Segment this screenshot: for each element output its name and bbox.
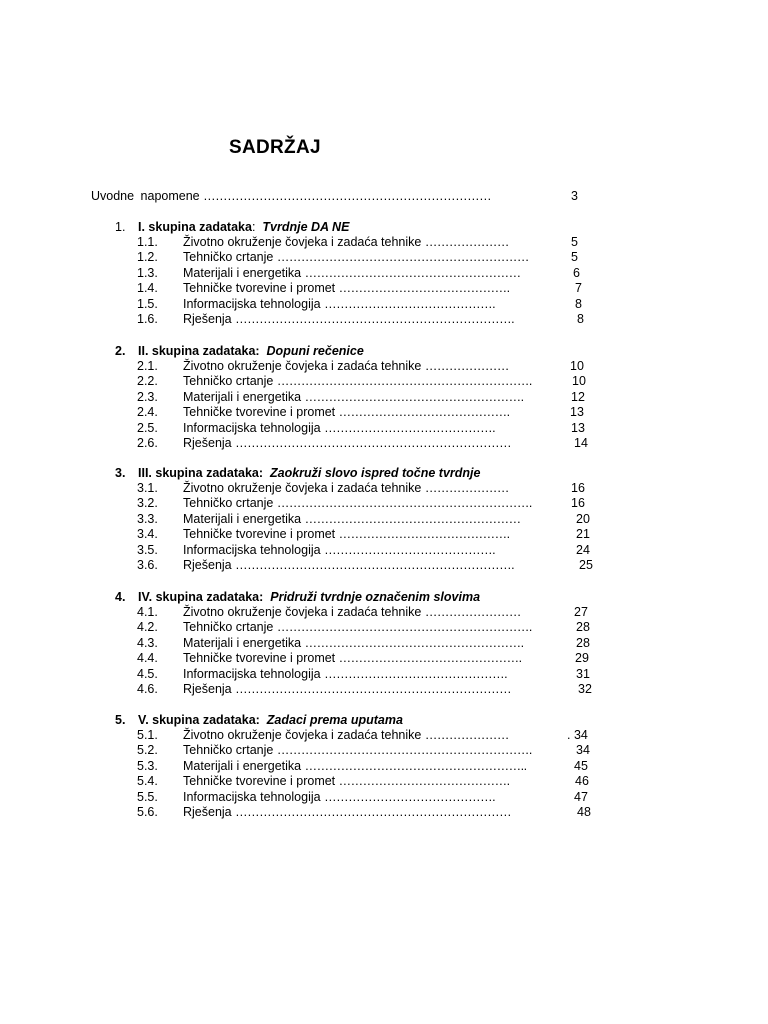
toc-entry-number: 4.6. (137, 682, 158, 696)
toc-leader-dots: …………………… (424, 605, 521, 619)
toc-leader-dots: ……………………………………………………… (276, 250, 529, 264)
section-heading (138, 465, 480, 481)
toc-entry-number: 3.2. (137, 496, 158, 510)
toc-leader-dots: ………………………………………………. (304, 636, 524, 650)
toc-entry (183, 804, 511, 820)
toc-entry-label: Životno okruženje čovjeka i zadaća tehnike (183, 728, 422, 742)
toc-entry-number: 5.2. (137, 743, 158, 757)
toc-leader-dots: ………………………………………………………. (276, 496, 532, 510)
toc-entry-number: 1.5. (137, 297, 158, 311)
section-number: 1. (115, 220, 126, 234)
toc-page-number: 28 (576, 636, 590, 650)
toc-entry-number: 5.3. (137, 759, 158, 773)
toc-entry (183, 495, 532, 511)
toc-entry (183, 389, 524, 405)
toc-entry-number: 3.5. (137, 543, 158, 557)
toc-leader-dots: ……………………………………. (338, 527, 510, 541)
toc-leader-dots: ………………………………………. (338, 651, 522, 665)
toc-leader-dots: ……………………………………………… (304, 266, 521, 280)
toc-entry-number: 5.1. (137, 728, 158, 742)
section-heading-italic: Tvrdnje DA NE (262, 220, 350, 234)
toc-page-number: 24 (576, 543, 590, 557)
toc-page-number: 29 (575, 651, 589, 665)
toc-page-number: 48 (577, 805, 591, 819)
toc-leader-dots: …………………………………………………………… (235, 682, 512, 696)
section-heading-bold: III. skupina zadataka: (138, 466, 264, 480)
toc-entry (183, 773, 510, 789)
toc-entry-label: Tehničko crtanje (183, 743, 274, 757)
toc-entry-number: 3.3. (137, 512, 158, 526)
section-heading (138, 343, 364, 359)
toc-entry (183, 635, 524, 651)
toc-page-number: 5 (571, 235, 578, 249)
toc-entry (183, 619, 532, 635)
toc-entry-label: Materijali i energetika (183, 512, 302, 526)
toc-entry-label: Životno okruženje čovjeka i zadaća tehnike (183, 481, 422, 495)
toc-entry (183, 358, 509, 374)
section-heading-italic: Zadaci prema uputama (266, 713, 403, 727)
toc-entry-label: Životno okruženje čovjeka i zadaća tehnike (183, 235, 422, 249)
toc-page-number: 16 (571, 496, 585, 510)
section-heading-bold: I. skupina zadataka (138, 220, 252, 234)
toc-entry-label: Tehničko crtanje (183, 496, 274, 510)
toc-entry-number: 3.6. (137, 558, 158, 572)
toc-entry-label: Informacijska tehnologija (183, 421, 321, 435)
toc-page-number: 8 (577, 312, 584, 326)
toc-leader-dots: ………………………………………………………. (276, 620, 532, 634)
page-title: SADRŽAJ (229, 137, 321, 158)
toc-leader-dots: ………………… (424, 728, 509, 742)
toc-page-number: 27 (574, 605, 588, 619)
toc-entry (183, 280, 510, 296)
toc-leader-dots: ……………………………………. (338, 774, 510, 788)
toc-entry-intro (91, 188, 491, 204)
toc-entry-label: Informacijska tehnologija (183, 667, 321, 681)
toc-page-number: 34 (576, 743, 590, 757)
toc-entry (183, 265, 521, 281)
toc-entry-number: 1.1. (137, 235, 158, 249)
section-number: 4. (115, 590, 126, 604)
toc-page-number: 20 (576, 512, 590, 526)
toc-entry-number: 4.5. (137, 667, 158, 681)
toc-entry-label: Uvodne napomene (91, 189, 200, 203)
toc-entry-number: 5.4. (137, 774, 158, 788)
section-heading-italic: Zaokruži slovo ispred točne tvrdnje (270, 466, 481, 480)
toc-entry-number: 3.1. (137, 481, 158, 495)
toc-entry (183, 727, 509, 743)
toc-leader-dots: ………………………………………………………. (276, 374, 532, 388)
section-heading-italic: Pridruži tvrdnje označenim slovima (270, 590, 481, 604)
toc-leader-dots: ……………………………………. (338, 281, 510, 295)
section-heading-separator: : (251, 220, 256, 234)
toc-entry-label: Tehničke tvorevine i promet (183, 651, 336, 665)
toc-leader-dots: ……………………………………………………………… (203, 189, 492, 203)
toc-page-number: 10 (572, 374, 586, 388)
toc-entry-number: 2.1. (137, 359, 158, 373)
toc-entry (183, 542, 495, 558)
toc-entry-label: Rješenja (183, 558, 232, 572)
section-heading-bold: V. skupina zadataka: (138, 713, 260, 727)
toc-entry-number: 4.4. (137, 651, 158, 665)
toc-page-number: 13 (571, 421, 585, 435)
toc-entry-number: 1.3. (137, 266, 158, 280)
section-number: 5. (115, 713, 126, 727)
toc-entry-label: Informacijska tehnologija (183, 543, 321, 557)
toc-page-number: . 34 (567, 728, 588, 742)
toc-entry-label: Materijali i energetika (183, 636, 302, 650)
toc-page-number: 10 (570, 359, 584, 373)
toc-entry-number: 4.2. (137, 620, 158, 634)
toc-page-number: 31 (576, 667, 590, 681)
toc-entry (183, 666, 507, 682)
toc-leader-dots: ……………………………………………….. (304, 759, 527, 773)
toc-entry-number: 2.5. (137, 421, 158, 435)
toc-entry (183, 681, 511, 697)
toc-entry-label: Tehničke tvorevine i promet (183, 527, 336, 541)
toc-entry-label: Tehničko crtanje (183, 250, 274, 264)
toc-page-number: 45 (574, 759, 588, 773)
toc-page-number: 12 (571, 390, 585, 404)
toc-entry (183, 311, 514, 327)
toc-page-number: 28 (576, 620, 590, 634)
section-heading (138, 219, 349, 235)
toc-page-number: 13 (570, 405, 584, 419)
toc-leader-dots: ……………………………………. (324, 790, 496, 804)
toc-leader-dots: ………………………………………. (324, 667, 508, 681)
toc-leader-dots: ……………………………………. (324, 543, 496, 557)
toc-entry-number: 2.2. (137, 374, 158, 388)
toc-entry-number: 1.4. (137, 281, 158, 295)
toc-leader-dots: ………………… (424, 235, 509, 249)
toc-entry-label: Tehničke tvorevine i promet (183, 405, 336, 419)
section-heading (138, 589, 480, 605)
toc-entry-label: Tehničko crtanje (183, 620, 274, 634)
toc-entry-number: 4.3. (137, 636, 158, 650)
toc-entry (183, 435, 511, 451)
toc-entry (183, 373, 532, 389)
toc-page-number: 5 (571, 250, 578, 264)
toc-entry-label: Životno okruženje čovjeka i zadaća tehnike (183, 359, 422, 373)
toc-leader-dots: ………………………………………………. (304, 390, 524, 404)
toc-entry-number: 1.2. (137, 250, 158, 264)
toc-entry (183, 511, 521, 527)
toc-leader-dots: ……………………………………………………………. (235, 558, 515, 572)
toc-leader-dots: ……………………………………. (338, 405, 510, 419)
toc-entry (183, 296, 495, 312)
toc-entry-number: 5.5. (137, 790, 158, 804)
toc-entry-label: Rješenja (183, 805, 232, 819)
toc-entry (183, 480, 509, 496)
section-heading-italic: Dopuni rečenice (266, 344, 364, 358)
toc-page-number: 25 (579, 558, 593, 572)
toc-entry-label: Materijali i energetika (183, 390, 302, 404)
section-heading-bold: IV. skupina zadataka: (138, 590, 264, 604)
toc-entry-label: Tehničko crtanje (183, 374, 274, 388)
toc-entry-number: 5.6. (137, 805, 158, 819)
section-heading (138, 712, 403, 728)
toc-entry (183, 604, 521, 620)
toc-leader-dots: ………………… (424, 359, 509, 373)
toc-entry-number: 2.6. (137, 436, 158, 450)
toc-entry (183, 526, 510, 542)
toc-entry-label: Životno okruženje čovjeka i zadaća tehnike (183, 605, 422, 619)
section-heading-bold: II. skupina zadataka: (138, 344, 260, 358)
toc-leader-dots: ……………………………………. (324, 421, 496, 435)
toc-page-number: 3 (571, 189, 578, 203)
section-number: 2. (115, 344, 126, 358)
toc-entry-number: 3.4. (137, 527, 158, 541)
toc-leader-dots: ………………………………………………………. (276, 743, 532, 757)
toc-entry (183, 249, 529, 265)
toc-leader-dots: ……………………………………. (324, 297, 496, 311)
toc-page-number: 16 (571, 481, 585, 495)
toc-entry-number: 1.6. (137, 312, 158, 326)
toc-page-number: 7 (575, 281, 582, 295)
toc-entry-number: 2.4. (137, 405, 158, 419)
toc-entry-number: 4.1. (137, 605, 158, 619)
toc-entry (183, 404, 510, 420)
toc-page-number: 14 (574, 436, 588, 450)
toc-page-number: 32 (578, 682, 592, 696)
toc-leader-dots: ……………………………………………………………. (235, 312, 515, 326)
section-number: 3. (115, 466, 126, 480)
toc-entry-label: Informacijska tehnologija (183, 297, 321, 311)
toc-entry (183, 234, 509, 250)
toc-entry-label: Rješenja (183, 436, 232, 450)
toc-page-number: 8 (575, 297, 582, 311)
toc-entry-label: Materijali i energetika (183, 266, 302, 280)
toc-entry (183, 650, 522, 666)
toc-page-number: 21 (576, 527, 590, 541)
toc-entry-label: Rješenja (183, 312, 232, 326)
toc-leader-dots: …………………………………………………………… (235, 805, 512, 819)
toc-entry (183, 742, 532, 758)
toc-page-number: 46 (575, 774, 589, 788)
toc-entry-label: Tehničke tvorevine i promet (183, 281, 336, 295)
toc-leader-dots: ……………………………………………… (304, 512, 521, 526)
toc-page-number: 47 (574, 790, 588, 804)
toc-entry (183, 789, 495, 805)
toc-entry-label: Rješenja (183, 682, 232, 696)
toc-entry (183, 420, 495, 436)
toc-entry-label: Informacijska tehnologija (183, 790, 321, 804)
toc-entry-number: 2.3. (137, 390, 158, 404)
toc-entry-label: Tehničke tvorevine i promet (183, 774, 336, 788)
toc-page-number: 6 (573, 266, 580, 280)
toc-entry (183, 557, 514, 573)
toc-leader-dots: ………………… (424, 481, 509, 495)
toc-entry-label: Materijali i energetika (183, 759, 302, 773)
toc-entry (183, 758, 527, 774)
toc-leader-dots: …………………………………………………………… (235, 436, 512, 450)
